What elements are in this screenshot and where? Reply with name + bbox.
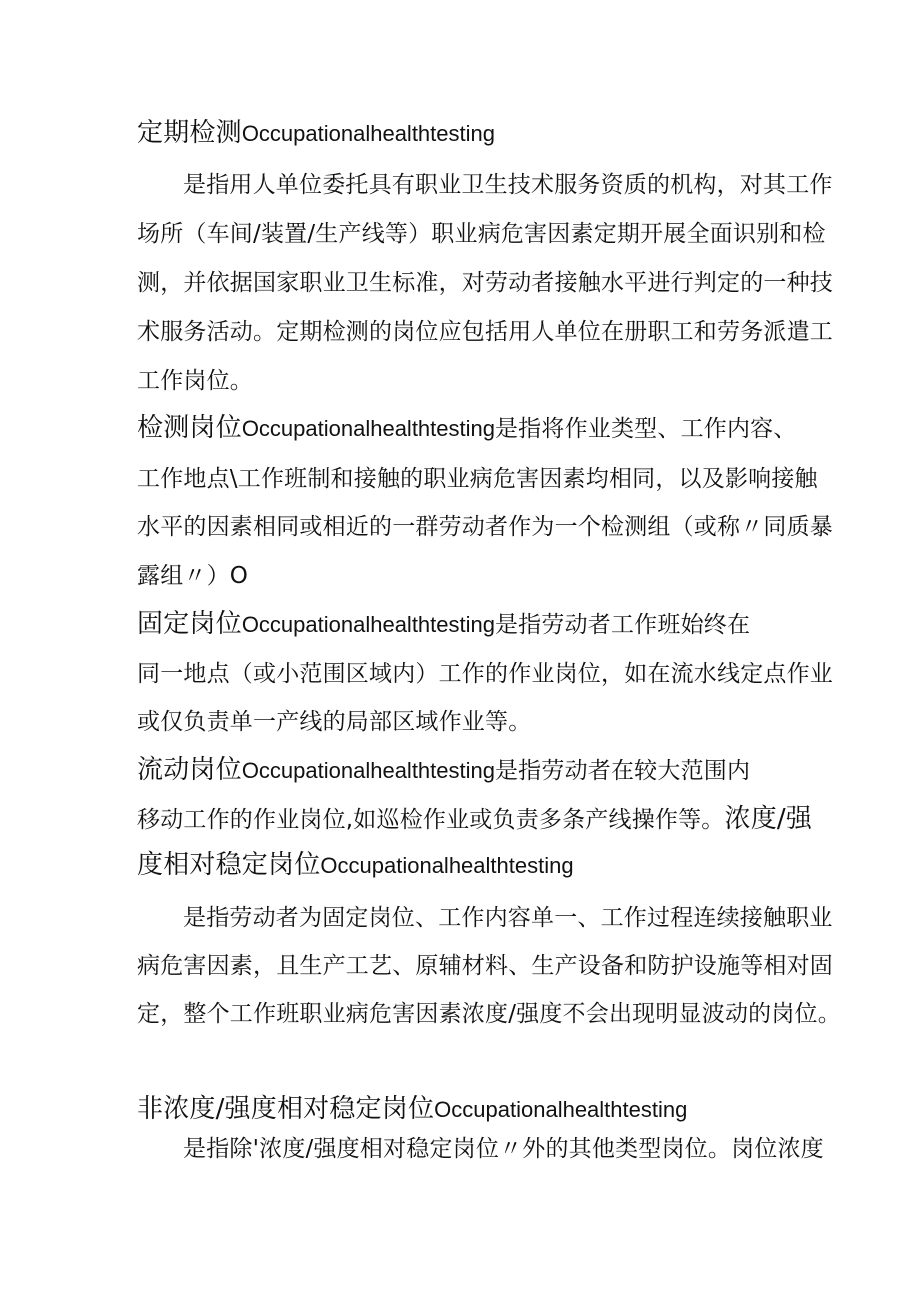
paragraph-line: 测，并依据国家职业卫生标准，对劳动者接触水平进行判定的一种技	[137, 270, 833, 296]
term-mobile-post: 流动岗位	[137, 755, 242, 785]
heading-testing-post	[137, 413, 797, 444]
paragraph-line: 工作地点\工作班制和接触的职业病危害因素均相同，以及影响接触	[137, 466, 818, 492]
term-periodic-testing: 定期检测	[137, 118, 242, 148]
term-unstable-post: 非浓度/强度相对稳定岗位	[137, 1094, 435, 1124]
heading-periodic-testing	[137, 118, 495, 149]
heading-fixed-post	[137, 609, 750, 640]
paragraph-line	[137, 804, 812, 835]
paragraph-line: 病危害因素，且生产工艺、原辅材料、生产设备和防护设施等相对固	[137, 953, 833, 979]
paragraph-line: 水平的因素相同或相近的一群劳动者作为一个检测组（或称〃同质暴	[137, 514, 833, 540]
definition-start: 是指将作业类型、工作内容、	[494, 416, 797, 442]
paragraph-line: 同一地点（或小范围区域内）工作的作业岗位，如在流水线定点作业	[137, 661, 833, 687]
term-stable-post-part1: 浓度/强	[724, 804, 813, 834]
definition-start: 是指劳动者工作班始终在	[494, 612, 751, 638]
term-stable-post-part2: 度相对稳定岗位	[137, 850, 321, 880]
paragraph-line: 定，整个工作班职业病危害因素浓度/强度不会出现明显波动的岗位。	[137, 1001, 841, 1027]
paragraph-line: 工作岗位。	[137, 368, 253, 394]
definition-text: 移动工作的作业岗位,如巡检作业或负责多条产线操作等。	[137, 807, 725, 833]
heading-stable-post	[137, 850, 574, 881]
heading-unstable-post	[137, 1094, 687, 1125]
term-testing-post: 检测岗位	[137, 413, 242, 443]
paragraph-line: 是指劳动者为固定岗位、工作内容单一、工作过程连续接触职业	[183, 905, 833, 931]
term-fixed-post: 固定岗位	[137, 609, 242, 639]
paragraph-line: 是指用人单位委托具有职业卫生技术服务资质的机构，对其工作	[183, 172, 833, 198]
paragraph-line: 或仅负责单一产线的局部区域作业等。	[137, 709, 532, 735]
paragraph-line: 场所（车间/装置/生产线等）职业病危害因素定期开展全面识别和检	[137, 221, 826, 247]
term-fixed-post-en: Occupationalhealthtesting	[241, 612, 495, 637]
heading-mobile-post	[137, 755, 750, 786]
term-periodic-testing-en: Occupationalhealthtesting	[241, 121, 495, 146]
definition-start: 是指劳动者在较大范围内	[494, 758, 751, 784]
term-testing-post-en: Occupationalhealthtesting	[241, 416, 495, 441]
term-unstable-post-en: Occupationalhealthtesting	[434, 1097, 688, 1122]
term-mobile-post-en: Occupationalhealthtesting	[241, 758, 495, 783]
paragraph-line: 是指除'浓度/强度相对稳定岗位〃外的其他类型岗位。岗位浓度	[183, 1136, 824, 1162]
paragraph-line: 术服务活动。定期检测的岗位应包括用人单位在册职工和劳务派遣工	[137, 319, 833, 345]
paragraph-line: 露组〃）O	[137, 563, 249, 589]
term-stable-post-en: Occupationalhealthtesting	[320, 853, 574, 878]
